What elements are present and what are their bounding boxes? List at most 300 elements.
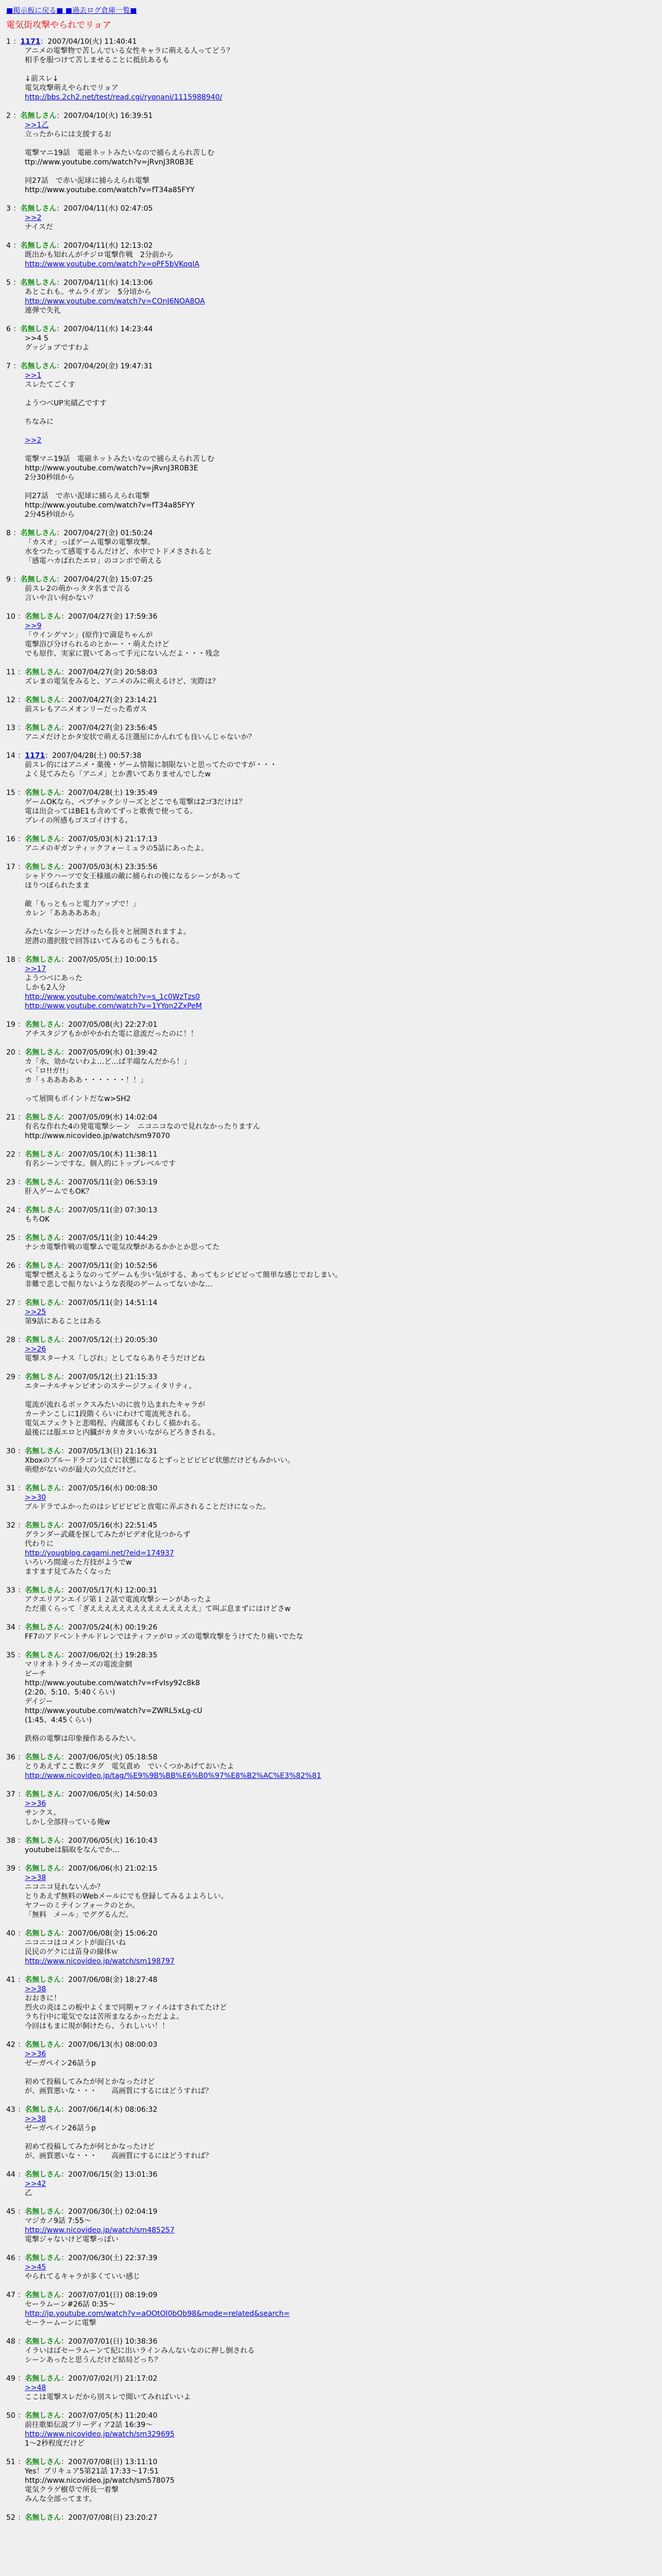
post-line (25, 890, 656, 900)
post-number: 34 (6, 1623, 15, 1632)
post-date: 2007/05/24(木) 00:19:26 (68, 1623, 158, 1632)
post (6, 1233, 656, 1252)
post-date: 2007/06/08(金) 15:06:20 (68, 1929, 158, 1938)
post-line (25, 445, 656, 454)
post-line (25, 2133, 656, 2142)
post-header: 47 ：名無しさん：2007/07/01(日) 08:19:09 (6, 2291, 158, 2299)
post-line: プレイの所感もゴスゴイけする。 (25, 817, 133, 825)
post-date: 2007/05/09(水) 14:02:04 (68, 1113, 158, 1122)
post (6, 1586, 656, 1614)
post-header: 18 ：名無しさん：2007/05/05(土) 10:00:15 (6, 956, 158, 964)
post-line: しかし全部持っている俺w (25, 1818, 110, 1826)
post-link[interactable]: http://yougblog.cagami.net/?eid=174937 (25, 1549, 174, 1557)
post-line: アチスタジアもかがやかれた電に意流だったのに！！ (25, 1030, 198, 1038)
post-body (25, 584, 656, 603)
post (6, 1372, 656, 1437)
post-body (25, 621, 656, 658)
post-line: スレたてごくす (25, 381, 75, 389)
post-body (25, 2114, 656, 2161)
post-line: 電撃マニ19話 電磁ネットみたいなので捕らえられ苦しむ (25, 149, 214, 157)
post-line: 乙 (25, 2189, 32, 2197)
post-date: 2007/06/05(火) 16:10:43 (68, 1837, 158, 1845)
post-date: 2007/06/14(木) 08:06:32 (68, 2106, 158, 2114)
post-date: 2007/06/08(金) 18:27:48 (68, 1976, 158, 1984)
post-line: 前スレ的にはアニメ・薬後・ゲーム情報に制限ないと思ってたのですが・・・ (25, 761, 277, 769)
post (6, 788, 656, 825)
post-line: エターナルチャンピオンのステージフェイタリティ。 (25, 1382, 196, 1391)
post-date: 2007/04/28(土) 00:57:38 (52, 752, 142, 760)
poster-name: 名無しさん (25, 1623, 61, 1632)
post-line: ベ「ロ!!ガ!!」 (25, 1067, 73, 1075)
post-line: 電撃ジャないけど電撃っぽい (25, 2235, 119, 2244)
poster-name: 名無しさん (25, 1521, 61, 1530)
post-link[interactable]: http://www.nicovideo.jp/watch/sm198797 (25, 1957, 175, 1965)
post-line: ほりつぼられたまま (25, 882, 90, 890)
post-date: 2007/07/01(日) 10:38:36 (68, 2337, 158, 2346)
post-line (25, 65, 656, 74)
post-line: 電撃マニ19話 電磁ネットみたいなので捕らえられ苦しむ (25, 455, 214, 463)
post-body (25, 1456, 656, 1475)
post (6, 2253, 656, 2281)
post-number: 48 (6, 2337, 15, 2346)
post (6, 37, 656, 102)
poster-name: 名無しさん (25, 835, 61, 843)
post-line: 電撃で燃えるようなのってゲームも少い気がする、あってもシビビビって簡単な感じでおしまい。 (25, 1271, 342, 1279)
post-date: 2007/06/02(土) 19:28:35 (68, 1651, 158, 1659)
post-body (25, 1215, 656, 1224)
post-line: http://www.youtube.com/watch?v=fT34a85FYY (25, 501, 195, 510)
post-date: 2007/05/12(土) 20:05:30 (68, 1336, 158, 1344)
post-link[interactable]: http://jp.youtube.com/watch?v=aOOtOl0bOb98&mode=related&search= (25, 2310, 290, 2318)
post-line: とりあえずここ数にタグ 電気責め でいくつかあげておいたよ (25, 1762, 234, 1771)
post-date: 2007/04/28(土) 19:35:49 (68, 789, 158, 797)
post (6, 612, 656, 658)
post (6, 1335, 656, 1363)
post-line: 連弾で失礼 (25, 307, 61, 315)
post-line: でも原作、実家に置いてあって手元にないんだよ・・・残念 (25, 650, 220, 658)
post-link[interactable]: >>36 (25, 1800, 46, 1808)
post-header: 37 ：名無しさん：2007/06/05(火) 14:50:03 (6, 1790, 158, 1799)
post-date: 2007/05/09(水) 01:39:42 (68, 1048, 158, 1057)
post (6, 2411, 656, 2448)
post-header: 35 ：名無しさん：2007/06/02(土) 19:28:35 (6, 1651, 158, 1659)
post-number: 38 (6, 1837, 15, 1845)
post-link[interactable]: >>38 (25, 2115, 46, 2123)
post-body (25, 1382, 656, 1437)
post-header: 36 ：名無しさん：2007/06/05(火) 05:18:58 (6, 1753, 158, 1761)
poster-name: 名無しさん (20, 112, 57, 120)
post-body (25, 1530, 656, 1577)
poster-name: 名無しさん (25, 2514, 61, 2522)
post (6, 2207, 656, 2244)
post-link[interactable]: >>9 (25, 622, 42, 630)
poster-name: 名無しさん (25, 1048, 61, 1057)
post-number: 50 (6, 2412, 15, 2420)
post-line: 有名シーンですな。個人的にトップレベルです (25, 1160, 176, 1168)
post-line (25, 139, 656, 148)
post-number: 12 (6, 696, 15, 704)
post-line: http://www.youtube.com/watch?v=rFvIsy92c8k8 (25, 1679, 200, 1687)
poster-name: 名無しさん (20, 575, 57, 584)
post-number: 46 (6, 2254, 15, 2262)
poster-name: 名無しさん (25, 1234, 61, 1242)
post-body (25, 1187, 656, 1196)
post-number: 15 (6, 789, 15, 797)
post-body (25, 1345, 656, 1363)
poster-name: 名無しさん (25, 2106, 61, 2114)
post-link[interactable]: >>36 (25, 2050, 46, 2058)
post-link[interactable]: >>38 (25, 1874, 46, 1882)
post-line: http://www.youtube.com/watch?v=jRvnJ3R0B3E (25, 464, 198, 472)
post-number: 28 (6, 1336, 15, 1344)
post-header: 10 ：名無しさん：2007/04/27(金) 17:59:36 (6, 613, 158, 621)
post-date: 2007/05/11(金) 10:44:29 (68, 1234, 158, 1242)
post-line: 2分45秒頃から (25, 511, 75, 519)
post-line: 「ウイングマン」(原作)で満是ちゃんが (25, 631, 153, 639)
post-line (25, 408, 656, 417)
post-body (25, 872, 656, 946)
post-line: FF7のアドベントチルドレンではティファがロッズの電撃攻撃をうけてたり痛いでたな (25, 1633, 304, 1641)
post (6, 2337, 656, 2365)
post-number: 52 (6, 2514, 15, 2522)
post-line: ニコニコはコメントが面白いね (25, 1939, 126, 1947)
post-line: ラち行中に電気でなは苦所まなるかっただよよ。 (25, 2013, 184, 2021)
post-line: ↓前スレ↓ (25, 75, 59, 83)
post-line: 水をつたって感電するんだけど、水中でトドメさされると (25, 548, 212, 556)
post (6, 862, 656, 946)
post-body (25, 964, 656, 1011)
back-to-board-link[interactable]: ■掲示板に戻る■ ■過去ログ倉庫一覧■ (6, 7, 137, 15)
post-body (25, 1799, 656, 1827)
post-header: 25 ：名無しさん：2007/05/11(金) 10:44:29 (6, 1234, 158, 1242)
post (6, 278, 656, 315)
post-number: 40 (6, 1929, 15, 1938)
poster-name: 名無しさん (25, 2337, 61, 2346)
post-date: 2007/05/16(水) 00:08:30 (68, 1484, 158, 1493)
post-line: とりあえず無料のWebメールにでも登録してみるよよろしい。 (25, 1892, 228, 1901)
post-line: ニコニコ見れないんか？ (25, 1883, 104, 1891)
post-line: デイジー (25, 1698, 54, 1706)
post (6, 1975, 656, 2031)
post-date: 2007/04/27(金) 01:50:24 (63, 529, 153, 537)
post-line: 「カスオ」っぽゲーム電撃の電撃攻撃。 (25, 538, 155, 547)
poster-name: 名無しさん (25, 1790, 61, 1799)
poster-name: 名無しさん (25, 2208, 61, 2216)
post-number: 25 (6, 1234, 15, 1242)
post-line: マリオネトライカーズの電流金網 (25, 1660, 133, 1669)
poster-name: 名無しさん (25, 1113, 61, 1122)
post-number: 33 (6, 1586, 15, 1595)
post-header: 43 ：名無しさん：2007/06/14(木) 08:06:32 (6, 2106, 158, 2114)
post-line: みんな全部ってます。 (25, 2495, 96, 2503)
post (6, 325, 656, 352)
post (6, 362, 656, 519)
post-header: 12 ：名無しさん：2007/04/27(金) 23:14:21 (6, 696, 158, 704)
post (6, 1836, 656, 1855)
post-header: 31 ：名無しさん：2007/05/16(水) 00:08:30 (6, 1484, 158, 1493)
post-line: 1～2秒程度だけど (25, 2439, 85, 2448)
post-number: 1 (6, 38, 11, 46)
poster-name: 名無しさん (25, 696, 61, 704)
post-link[interactable]: >>45 (25, 2263, 46, 2272)
post-number: 31 (6, 1484, 15, 1493)
post-link[interactable]: >>2 (25, 214, 42, 222)
post-date: 2007/05/13(日) 21:16:31 (68, 1447, 158, 1455)
post-link[interactable]: http://www.youtube.com/watch?v=s_1c0WzTzs0 (25, 993, 200, 1001)
poster-name: 名無しさん (20, 242, 57, 250)
post-number: 9 (6, 575, 11, 584)
post-line: みたいなシーンだけったら長々と展開されますよ。 (25, 928, 191, 936)
poster-name: 名無しさん (25, 2254, 61, 2262)
post-line: 電気攻撃萌えやられでリョア (25, 84, 119, 92)
post-number: 20 (6, 1048, 15, 1057)
post-line: グランダー武蔵を探してみたがビデオ化見つからず (25, 1531, 191, 1539)
poster-name: 名無しさん (25, 789, 61, 797)
post-link[interactable]: >>1 (25, 371, 42, 380)
post-body (25, 250, 656, 269)
post-date: 2007/05/11(金) 10:52:56 (68, 1262, 158, 1270)
post (6, 111, 656, 195)
post-header: 45 ：名無しさん：2007/06/30(土) 02:04:19 (6, 2208, 158, 2216)
post-date: 2007/06/05(火) 14:50:03 (68, 1790, 158, 1799)
post-body (25, 287, 656, 315)
post-line: が、画質悪いな・・・ 高画質にするにはどうすれば？ (25, 2087, 212, 2095)
post-line (25, 482, 656, 492)
poster-name: 名無しさん (25, 1021, 61, 1029)
poster-name: 名無しさん (25, 1837, 61, 1845)
post-header: 14 ：1171：2007/04/28(土) 00:57:38 (6, 752, 142, 760)
post-link[interactable]: >>48 (25, 2384, 46, 2392)
post-line: ピーチ (25, 1670, 46, 1678)
poster-name[interactable]: 1171 (20, 38, 41, 46)
post-line: 非難で悲しで振りないような表現のゲームってないかな… (25, 1280, 213, 1289)
post-number: 37 (6, 1790, 15, 1799)
post-number: 35 (6, 1651, 15, 1659)
post (6, 1048, 656, 1104)
post-header: 22 ：名無しさん：2007/05/10(木) 11:38:11 (6, 1150, 158, 1159)
post-line: アクエリアンエイジ第１２話で電流攻撃シーンがあったよ (25, 1596, 212, 1604)
poster-name: 名無しさん (25, 2041, 61, 2049)
post-link[interactable]: >>2 (25, 436, 42, 445)
post (6, 1150, 656, 1168)
post-body (25, 1938, 656, 1966)
post-body (25, 2049, 656, 2096)
post-link[interactable]: http://www.nicovideo.jp/tag/%E9%9B%BB%E6%B0%97%E8%B2%AC%E3%82%81 (25, 1772, 321, 1780)
post-header: 34 ：名無しさん：2007/05/24(木) 00:19:26 (6, 1623, 158, 1632)
post-line: ようつべUP実績乙ですす (25, 399, 107, 408)
post-header: 39 ：名無しさん：2007/06/06(水) 21:02:15 (6, 1865, 158, 1873)
post-link[interactable]: >>25 (25, 1308, 46, 1316)
post-line: ただ重くらって「ぎえええええええええええええええ」て叫ぶ息まずにはけどさw (25, 1605, 291, 1613)
poster-name: 名無しさん (25, 1336, 61, 1344)
post-line (25, 918, 656, 927)
post (6, 2170, 656, 2198)
post (6, 955, 656, 1011)
post-body (25, 2263, 656, 2281)
post-line: 電気エフェクトと悲鳴程、内蔵部もくわしく描かれる。 (25, 1419, 205, 1428)
post-line: 電気クラゲ樹草で所長一着撃 (25, 2486, 119, 2494)
post-date: 2007/07/05(木) 11:20:40 (68, 2412, 158, 2420)
post (6, 696, 656, 714)
post-date: 2007/06/06(水) 21:02:15 (68, 1865, 158, 1873)
post (6, 2374, 656, 2402)
poster-name: 名無しさん (25, 1651, 61, 1659)
post-line: 電撃浴び分けられるのとかー・・萌えたけど (25, 640, 169, 649)
post-body (25, 334, 656, 352)
post-link[interactable]: http://bbs.2ch2.net/test/read.cgi/ryonani/1115988940/ (25, 93, 223, 101)
post (6, 1521, 656, 1577)
post-line: シャドウハーツで女王様風の敵に捕られの後になるシーンがあって (25, 872, 241, 880)
post-number: 44 (6, 2171, 15, 2179)
post-line: >>4 5 (25, 334, 48, 343)
post-line: 同27話 で赤い泥球に捕らえられ電撃 (25, 177, 150, 185)
post-link[interactable]: >>26 (25, 1345, 46, 1353)
post-line: 今回はもまに現が飼けたら、うれしいい！！ (25, 2022, 169, 2030)
poster-name[interactable]: 1171 (25, 752, 45, 760)
post-line: (1:45、4:45くらい) (25, 1716, 92, 1724)
post-line: ゼーガペイン26話うp (25, 2059, 96, 2067)
post-link[interactable]: >>42 (25, 2180, 46, 2188)
poster-name: 名無しさん (25, 724, 61, 732)
post-line: あとこれも。サムライガン 5分頃から (25, 288, 152, 296)
post-line: やられてるキャラが多くていい感じ (25, 2273, 140, 2281)
post-header: 6 ：名無しさん：2007/04/11(水) 14:23:44 (6, 325, 153, 333)
post-date: 2007/04/27(金) 20:58:03 (68, 668, 158, 676)
post (6, 1651, 656, 1743)
poster-name: 名無しさん (25, 863, 61, 871)
post-header: 40 ：名無しさん：2007/06/08(金) 15:06:20 (6, 1929, 158, 1938)
post-line: Yes！プリキュア5第21話 17:33～17:51 (25, 2467, 159, 2476)
poster-name: 名無しさん (25, 1976, 61, 1984)
post-link[interactable]: >>17 (25, 965, 46, 973)
post-number: 45 (6, 2208, 15, 2216)
post-number: 8 (6, 529, 11, 537)
post-date: 2007/04/11(水) 02:47:05 (63, 205, 153, 213)
post-line: http://www.youtube.com/watch?v=fT34a85FYY (25, 186, 195, 194)
post-link[interactable]: http://www.youtube.com/watch?v=oPF5bVKoqIA (25, 260, 200, 268)
post (6, 2513, 656, 2522)
post-date: 2007/06/05(火) 05:18:58 (68, 1753, 158, 1761)
post-line: 既出かも知れんがチジロ電撃作戦 2分前から (25, 251, 174, 259)
post-number: 3 (6, 205, 11, 213)
post-date: 2007/07/08(日) 13:11:10 (68, 2458, 158, 2466)
post-body (25, 2420, 656, 2448)
post-date: 2007/05/16(水) 22:51:45 (68, 1521, 158, 1530)
post-header: 29 ：名無しさん：2007/05/12(土) 21:15:33 (6, 1373, 158, 1381)
post-line: youtubeは脳取をなんでか… (25, 1846, 120, 1854)
post-header: 38 ：名無しさん：2007/06/05(火) 16:10:43 (6, 1837, 158, 1845)
post-body (25, 1122, 656, 1141)
post-body (25, 1243, 656, 1252)
post-header: 2 ：名無しさん：2007/04/10(火) 16:39:51 (6, 112, 153, 120)
poster-name: 名無しさん (25, 956, 61, 964)
post-line: 2分30秒頃から (25, 473, 75, 482)
post-line: よく見てみたら「アニメ」とか書いてありませんでしたw (25, 770, 211, 778)
post-date: 2007/05/11(金) 06:53:19 (68, 1178, 158, 1187)
post-header: 20 ：名無しさん：2007/05/09(水) 01:39:42 (6, 1048, 158, 1057)
post-link[interactable]: http://www.youtube.com/watch?v=1YYon2ZxPeM (25, 1002, 202, 1010)
post-header: 28 ：名無しさん：2007/05/12(土) 20:05:30 (6, 1336, 158, 1344)
post-header: 5 ：名無しさん：2007/04/11(水) 14:13:06 (6, 279, 153, 287)
post-line: が、画質悪いな・・・ 高画質にするにはどうすれば？ (25, 2152, 212, 2160)
post-link[interactable]: >>38 (25, 1985, 46, 1993)
post (6, 1113, 656, 1141)
post-line: グッジョブですわよ (25, 344, 90, 352)
poster-name: 名無しさん (25, 1929, 61, 1938)
post (6, 1864, 656, 1920)
post-number: 39 (6, 1865, 15, 1873)
post-date: 2007/05/10(木) 11:38:11 (68, 1150, 158, 1159)
post-date: 2007/05/11(金) 07:30:13 (68, 1206, 158, 1214)
post-link[interactable]: http://www.nicovideo.jp/watch/sm329695 (25, 2430, 175, 2438)
poster-name: 名無しさん (25, 1753, 61, 1761)
post-number: 26 (6, 1262, 15, 1270)
post-line: カーテンこしに1段階くらいにわけて電流死される。 (25, 1410, 195, 1418)
post-header: 49 ：名無しさん：2007/07/02(月) 21:17:02 (6, 2375, 158, 2383)
post-header: 42 ：名無しさん：2007/06/13(水) 08:00:03 (6, 2041, 158, 2049)
post-line: 代わりに (25, 1540, 54, 1548)
post (6, 204, 656, 232)
post (6, 241, 656, 269)
post (6, 2291, 656, 2328)
post-number: 41 (6, 1976, 15, 1984)
post (6, 835, 656, 853)
poster-name: 名無しさん (25, 2458, 61, 2466)
post-link[interactable]: >>1乙 (25, 121, 49, 129)
post (6, 1753, 656, 1781)
post-link[interactable]: http://www.youtube.com/watch?v=COnJ6NOA8OA (25, 297, 205, 306)
post-date: 2007/04/20(金) 19:47:31 (63, 362, 153, 370)
poster-name: 名無しさん (20, 529, 57, 537)
post-line: サンクス。 (25, 1809, 61, 1817)
post-header: 44 ：名無しさん：2007/06/15(金) 13:01:36 (6, 2171, 158, 2179)
post-header: 48 ：名無しさん：2007/07/01(日) 10:38:36 (6, 2337, 158, 2346)
poster-name: 名無しさん (25, 1447, 61, 1455)
post-number: 30 (6, 1447, 15, 1455)
post-list (6, 37, 656, 2522)
post-date: 2007/07/02(月) 21:17:02 (68, 2375, 158, 2383)
post (6, 1929, 656, 1966)
post-number: 22 (6, 1150, 15, 1159)
post-date: 2007/06/13(水) 08:00:03 (68, 2041, 158, 2049)
post-line (25, 389, 656, 399)
poster-name: 名無しさん (25, 1178, 61, 1187)
post-header: 30 ：名無しさん：2007/05/13(日) 21:16:31 (6, 1447, 158, 1455)
post (6, 1298, 656, 1326)
post-line: 電撃スターナス「しびれ」としてならありそうだけどね (25, 1354, 205, 1363)
post-link[interactable]: http://www.nicovideo.jp/watch/sm485257 (25, 2226, 175, 2234)
post-line: 同27話 で赤い泥球に捕らえられ電撃 (25, 492, 150, 500)
post-date: 2007/05/03(木) 21:17:13 (68, 835, 158, 843)
post-header: 19 ：名無しさん：2007/05/08(火) 22:27:01 (6, 1021, 158, 1029)
post-line: ゲームOKなら、ペプチックシリーズとどこでも電撃は2ゴ3だけは？ (25, 798, 246, 806)
post-body (25, 1632, 656, 1641)
post (6, 1484, 656, 1512)
post-line: シーンあったと思うんだけど結局どっち？ (25, 2356, 162, 2364)
post-header: 9 ：名無しさん：2007/04/27(金) 15:07:25 (6, 575, 153, 584)
post-line: 立ったからには支援するお (25, 130, 111, 139)
post-header: 51 ：名無しさん：2007/07/08(日) 13:11:10 (6, 2458, 158, 2466)
post-header: 23 ：名無しさん：2007/05/11(金) 06:53:19 (6, 1178, 158, 1187)
post (6, 2458, 656, 2504)
poster-name: 名無しさん (20, 279, 57, 287)
post (6, 1623, 656, 1641)
post-body (25, 2346, 656, 2365)
post-link[interactable]: >>30 (25, 1494, 46, 1502)
post-header: 3 ：名無しさん：2007/04/11(水) 02:47:05 (6, 205, 153, 213)
poster-name: 名無しさん (25, 2375, 61, 2383)
post-line: もちOK (25, 1215, 50, 1224)
